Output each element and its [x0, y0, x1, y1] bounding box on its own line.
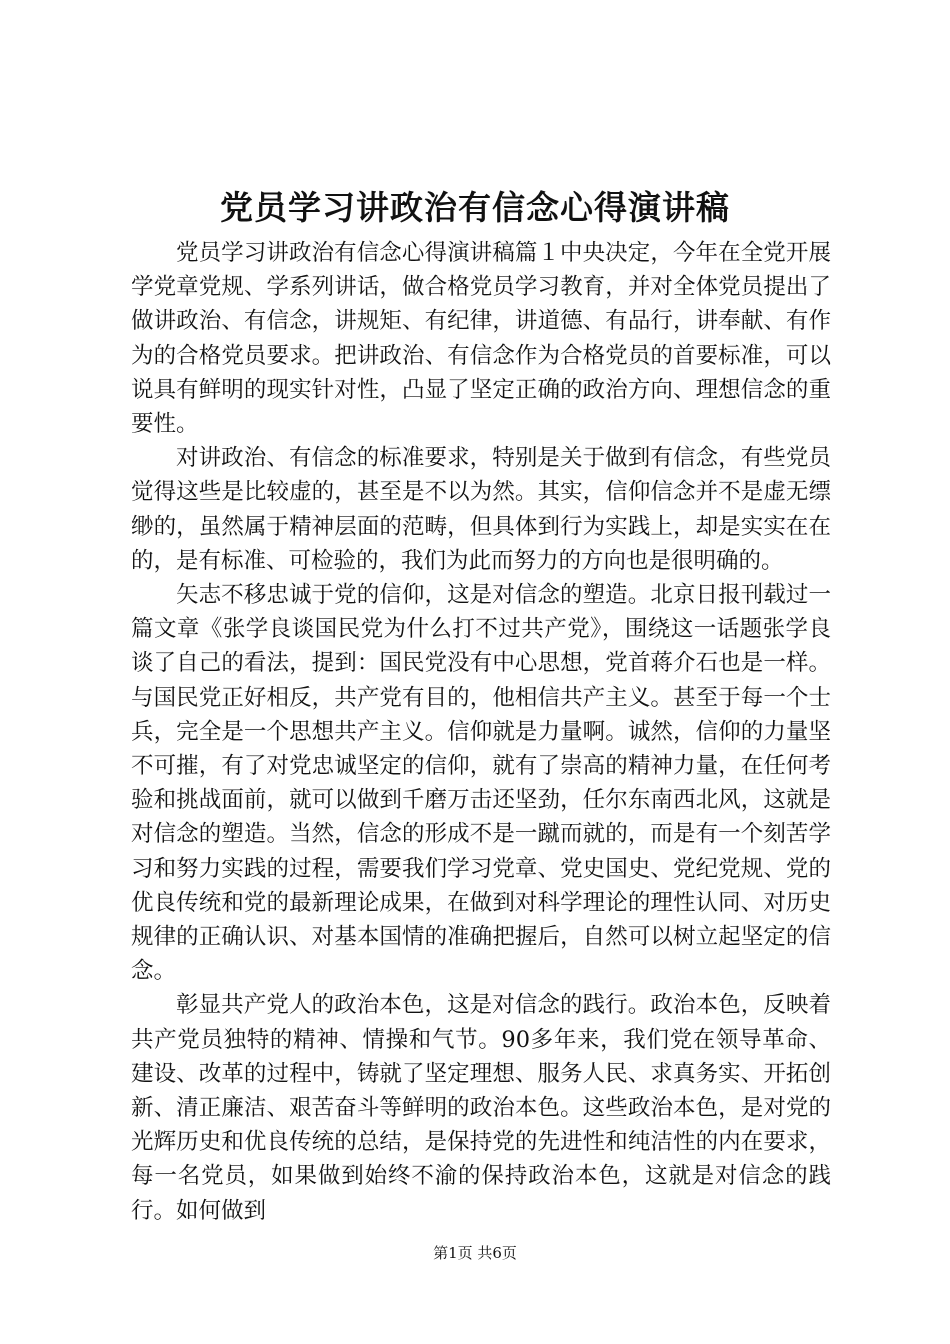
document-title: 党员学习讲政治有信念心得演讲稿 — [220, 188, 730, 227]
paragraph: 党员学习讲政治有信念心得演讲稿篇１中央决定，今年在全党开展学党章党规、学系列讲话，做合格党员学习教育，并对全体党员提出了做讲政治、有信念，讲规矩、有纪律，讲道德、有品行，讲奉献、有作为的合格党员要求。把讲政治、有信念作为合格党员的首要标准，可以说具有鲜明的现实针对性，凸显了坚定正确的政治方向、理想信念的重要性。 — [131, 240, 831, 438]
paragraph: 矢志不移忠诚于党的信仰，这是对信念的塑造。北京日报刊载过一篇文章《张学良谈国民党为什么打不过共产党》，围绕这一话题张学良谈了自己的看法，提到：国民党没有中心思想，党首蒋介石也是一样。与国民党正好相反，共产党有目的，他相信共产主义。甚至于每一个士兵，完全是一个思想共产主义。信仰就是力量啊。诚然，信仰的力量坚不可摧，有了对党忠诚坚定的信仰，就有了崇高的精神力量，在任何考验和挑战面前，就可以做到千磨万击还坚劲，任尔东南西北风，这就是对信念的塑造。当然，信念的形成不是一蹴而就的，而是有一个刻苦学习和努力实践的过程，需要我们学习党章、党史国史、党纪党规、党的优良传统和党的最新理论成果，在做到对科学理论的理性认同、对历史规律的正确认识、对基本国情的准确把握后，自然可以树立起坚定的信念。 — [131, 582, 831, 985]
paragraph: 彰显共产党人的政治本色，这是对信念的践行。政治本色，反映着共产党员独特的精神、情操和气节。90多年来，我们党在领导革命、建设、改革的过程中，铸就了坚定理想、服务人民、求真务实、开拓创新、清正廉洁、艰苦奋斗等鲜明的政治本色。这些政治本色，是对党的光辉历史和优良传统的总结，是保持党的先进性和纯洁性的内在要求，每一名党员，如果做到始终不渝的保持政治本色，这就是对信念的践行。如何做到 — [131, 992, 831, 1224]
paragraph: 对讲政治、有信念的标准要求，特别是关于做到有信念，有些党员觉得这些是比较虚的，甚至是不以为然。其实，信仰信念并不是虚无缥缈的，虽然属于精神层面的范畴，但具体到行为实践上，却是实实在在的，是有标准、可检验的，我们为此而努力的方向也是很明确的。 — [131, 445, 831, 574]
document-body — [131, 236, 831, 1228]
page-number-footer: 第1页 共6页 — [433, 1244, 517, 1262]
